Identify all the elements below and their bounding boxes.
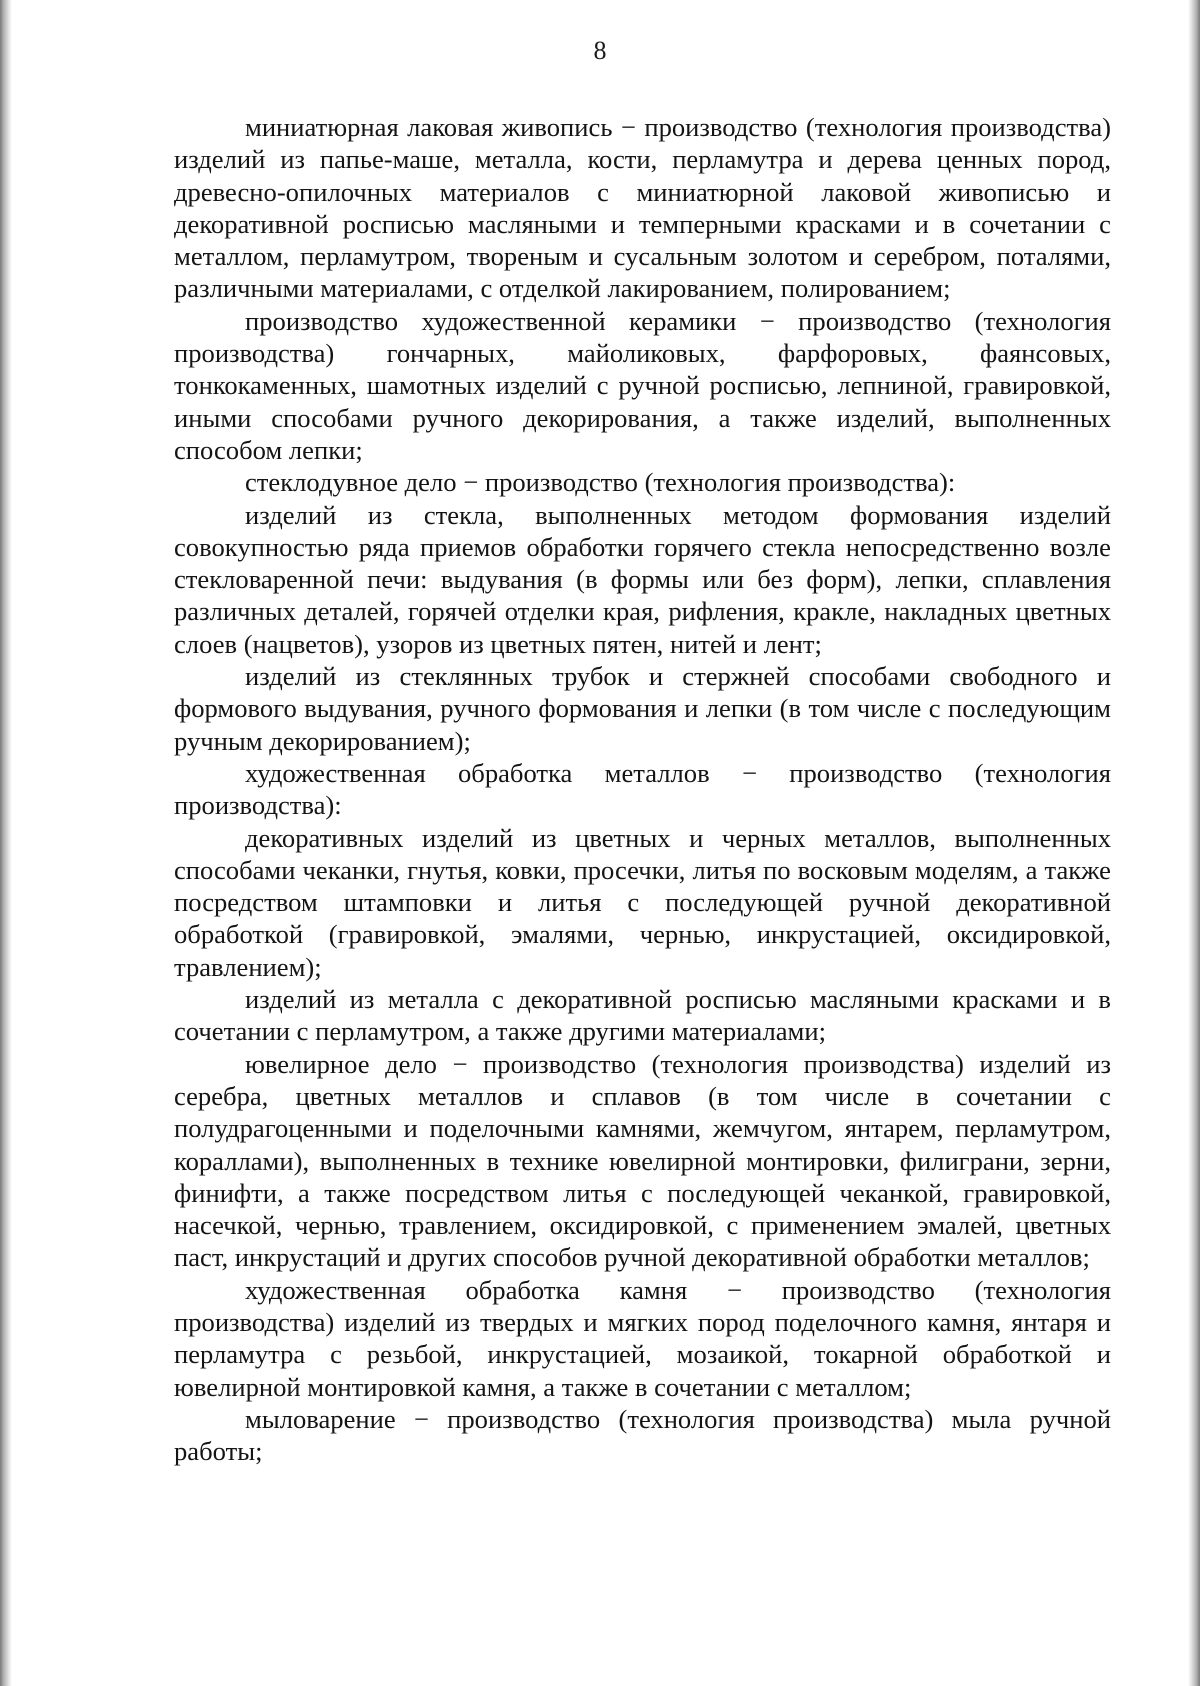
paragraph-jewelry: ювелирное дело − производство (технология производства) изделий из серебра, цветных металлов и сплавов (в том числе в сочетании с полудрагоценными и поделочными камнями, жемчугом, янтарем, перламутром, кораллами), выполненных в технике ювелирной монтировки, филиграни, зерни, финифти, а также посредством литья с последующей чеканкой, гравировкой, насечкой, чернью, травлением, оксидировкой, с применением эмалей, цветных паст, инкрустаций и других способов ручной декоративной обработки металлов; <box>174 1048 1111 1273</box>
paragraph-decorative-metal-items: декоративных изделий из цветных и черных металлов, выполненных способами чеканки, гнутья, ковки, просечки, литья по восковым моделям, а также посредством штамповки и литья с последующей ручной декоративной обработкой (гравировкой, эмалями, чернью, инкрустацией, оксидировкой, травлением); <box>174 822 1111 982</box>
document-body <box>174 111 1111 1467</box>
paragraph-stonework: художественная обработка камня − производство (технология производства) изделий из твердых и мягких пород поделочного камня, янтаря и перламутра с резьбой, инкрустацией, мозаикой, токарной обработкой и ювелирной монтировкой камня, а также в сочетании с металлом; <box>174 1274 1111 1402</box>
scan-edge-right <box>1188 0 1200 1686</box>
paragraph-glassblowing: стеклодувное дело − производство (технология производства): <box>245 467 956 498</box>
paragraph-metalwork: художественная обработка металлов − производство (технология производства): <box>174 757 1111 821</box>
paragraph-glass-items: изделий из стекла, выполненных методом формования изделий совокупностью ряда приемов обработки горячего стекла непосредственно возле стекловаренной печи: выдувания (в формы или без форм), лепки, сплавления различных деталей, горячей отделки края, рифления, кракле, накладных цветных слоев (нацветов), узоров из цветных пятен, нитей и лент; <box>174 499 1111 659</box>
scan-edge-left <box>0 0 12 1686</box>
paragraph-painted-metal-items: изделий из металла с декоративной росписью масляными красками и в сочетании с перламутром, а также другими материалами; <box>174 984 1111 1047</box>
page-number: 8 <box>593 36 607 65</box>
paragraph-ceramics: производство художественной керамики − производство (технология производства) гончарных, майоликовых, фарфоровых, фаянсовых, тонкокаменных, шамотных изделий с ручной росписью, лепниной, гравировкой, иными способами ручного декорирования, а также изделий, выполненных способом лепки; <box>174 305 1111 465</box>
paragraph-lacquer-painting: миниатюрная лаковая живопись − производство (технология производства) изделий из папье-маше, металла, кости, перламутра и дерева ценных пород, древесно-опилочных материалов с миниатюрной лаковой живописью и декоративной росписью масляными и темперными красками и в сочетании с металлом, перламутром, твореным и сусальным золотом и серебром, поталями, различными материалами, с отделкой лакированием, полированием; <box>174 112 1111 304</box>
paragraph-soapmaking: мыловарение − производство (технология производства) мыла ручной работы; <box>174 1403 1111 1467</box>
paragraph-glass-tubes: изделий из стеклянных трубок и стержней способами свободного и формового выдувания, ручного формования и лепки (в том числе с последующим ручным декорированием); <box>174 661 1111 756</box>
